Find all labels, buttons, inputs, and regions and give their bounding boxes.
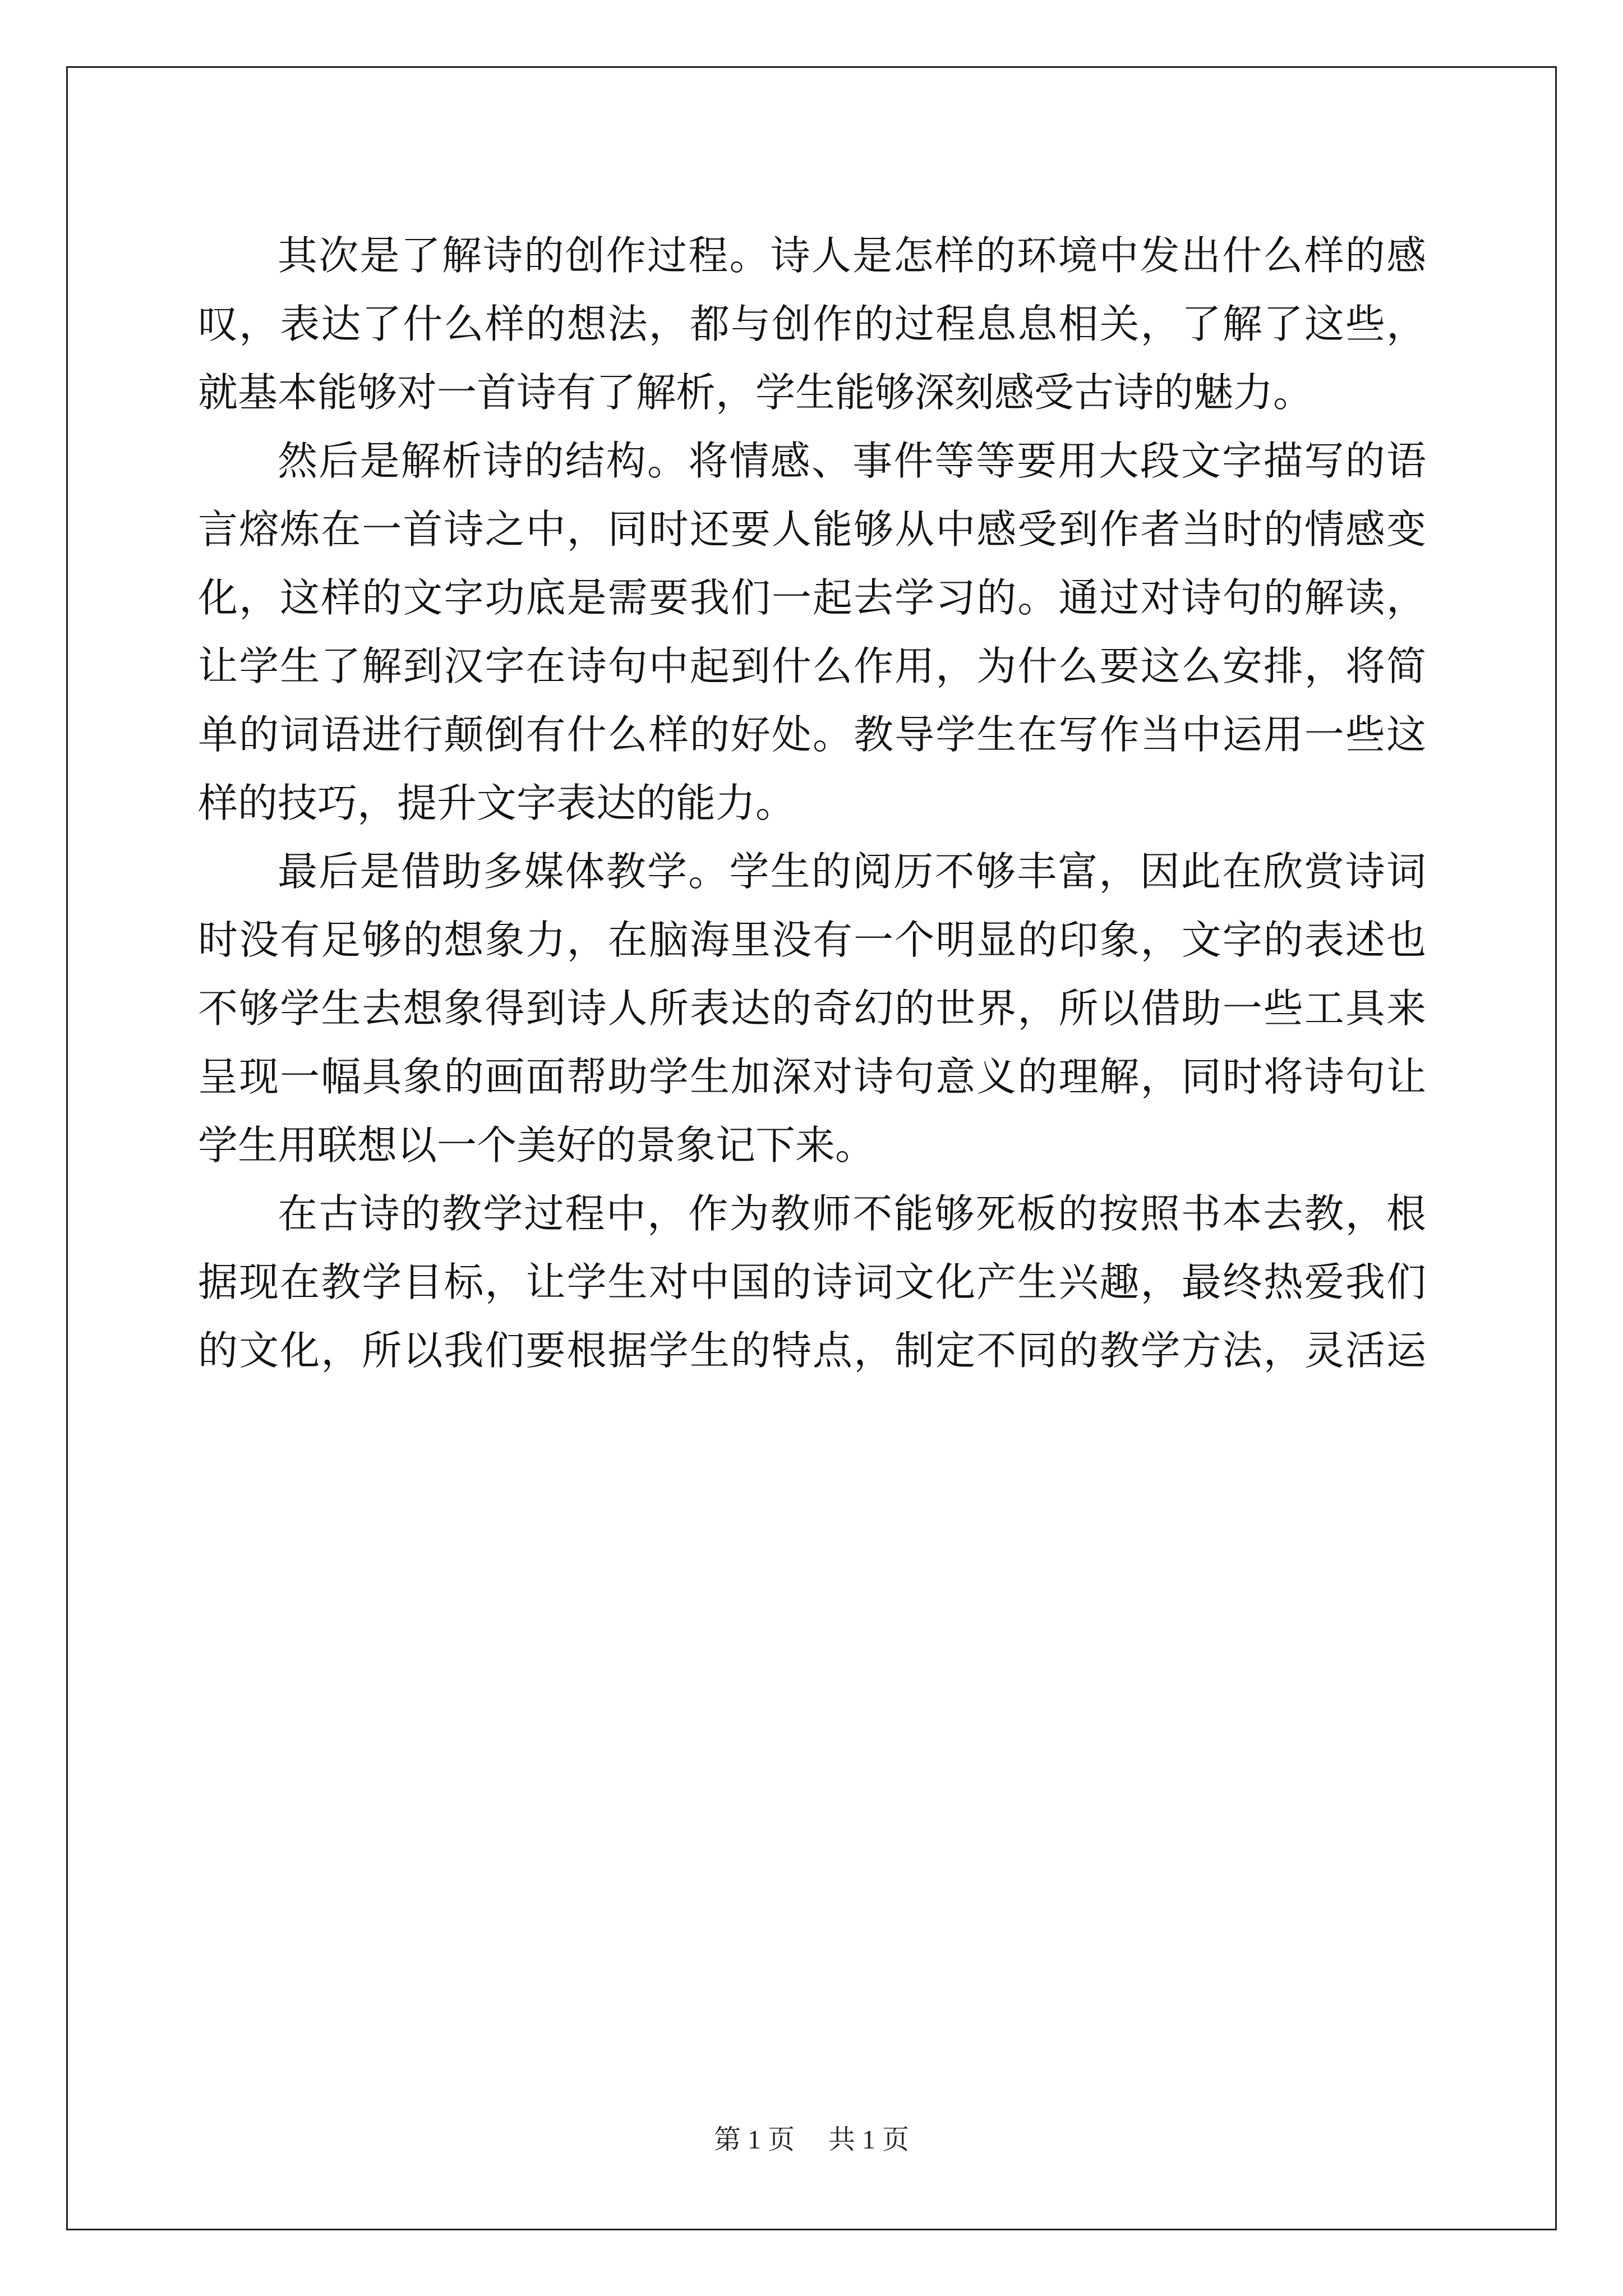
document-body: [198, 222, 1426, 1385]
text-line: 就基本能够对一首诗有了解析，学生能够深刻感受古诗的魅力。: [198, 369, 1313, 416]
text-line: 在古诗的教学过程中，作为教师不能够死板的按照书本去教，根: [278, 1190, 1426, 1237]
text-line: 化，这样的文字功底是需要我们一起去学习的。通过对诗句的解读，: [198, 574, 1426, 621]
text-line: 不够学生去想象得到诗人所表达的奇幻的世界，所以借助一些工具来: [198, 985, 1426, 1032]
text-line: 样的技巧，提升文字表达的能力。: [198, 780, 796, 826]
text-line: 其次是了解诗的创作过程。诗人是怎样的环境中发出什么样的感: [278, 232, 1426, 279]
text-line: 叹，表达了什么样的想法，都与创作的过程息息相关，了解了这些，: [198, 301, 1426, 347]
text-line: 学生用联想以一个美好的景象记下来。: [198, 1122, 875, 1168]
text-line: 然后是解析诗的结构。将情感、事件等等要用大段文字描写的语: [278, 438, 1426, 484]
text-line: 据现在教学目标，让学生对中国的诗词文化产生兴趣，最终热爱我们: [198, 1259, 1426, 1305]
page-number: 第 1 页: [713, 2125, 795, 2155]
page-total: 共 1 页: [828, 2125, 910, 2155]
text-line: 的文化，所以我们要根据学生的特点，制定不同的教学方法，灵活运: [198, 1327, 1426, 1374]
page-footer: [0, 2118, 1623, 2156]
text-line: 呈现一幅具象的画面帮助学生加深对诗句意义的理解，同时将诗句让: [198, 1053, 1426, 1100]
text-line: 言熔炼在一首诗之中，同时还要人能够从中感受到作者当时的情感变: [198, 506, 1426, 553]
text-line: 时没有足够的想象力，在脑海里没有一个明显的印象，文字的表述也: [198, 917, 1426, 963]
text-line: 单的词语进行颠倒有什么样的好处。教导学生在写作当中运用一些这: [198, 711, 1426, 758]
text-line: 让学生了解到汉字在诗句中起到什么作用，为什么要这么安排，将简: [198, 643, 1426, 689]
text-line: 最后是借助多媒体教学。学生的阅历不够丰富，因此在欣赏诗词: [278, 848, 1426, 895]
